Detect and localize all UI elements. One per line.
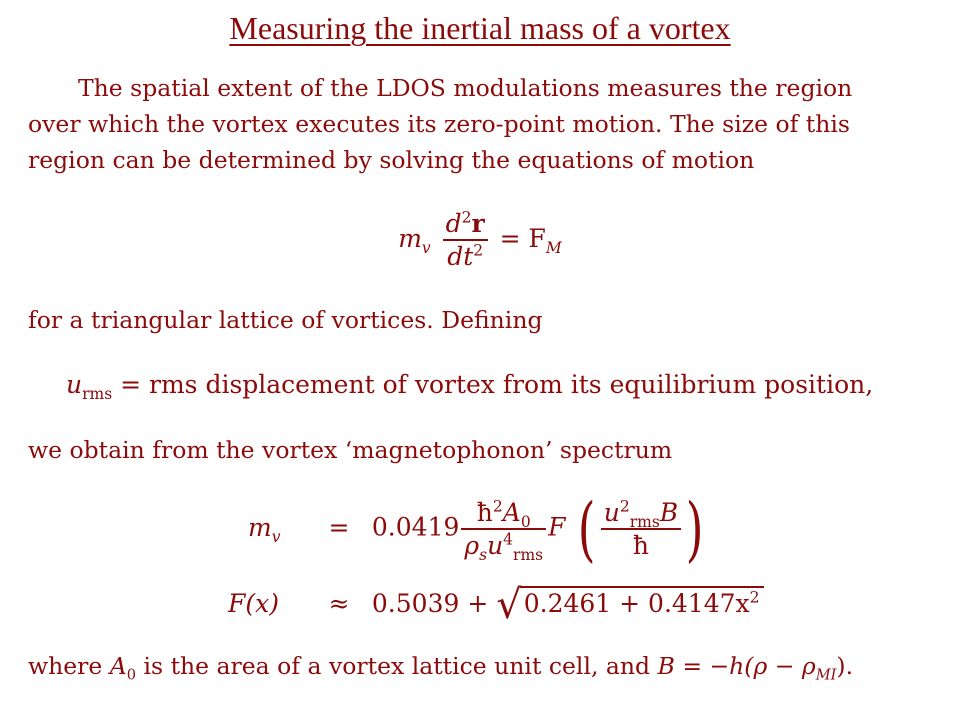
eq2-relation: = — [328, 512, 350, 542]
eq2-inner-u-sub: rms — [629, 512, 660, 531]
eq2-hbar: ħ — [476, 497, 493, 527]
intro-line-2: over which the vortex executes its zero-point motion. The size of this — [28, 110, 850, 138]
spectrum-text: we obtain from the vortex ‘magnetophonon’ spectrum — [28, 436, 673, 464]
closing-end: ). — [836, 652, 854, 680]
eq2-left-paren: ( — [578, 488, 596, 570]
closing-A-sub: 0 — [126, 666, 137, 684]
eq1-num-d: d — [445, 209, 462, 238]
eq2-rho-sub: s — [479, 546, 488, 564]
eq2-u-sup: 4 — [503, 530, 514, 549]
eq3-relation: ≈ — [328, 589, 350, 618]
eq2-lhs-sub: v — [271, 527, 281, 546]
eq2-numerator — [461, 497, 546, 530]
lattice-text: for a triangular lattice of vortices. Defining — [28, 306, 543, 334]
eq2-u-sub: rms — [513, 546, 544, 564]
mass-equation — [248, 488, 708, 570]
eq1-den-dt: dt — [447, 242, 474, 272]
eq1-mass-subscript: v — [421, 238, 431, 257]
slide-title: Measuring the inertial mass of a vortex — [229, 10, 731, 46]
eq1-rhs-subscript: M — [545, 238, 562, 257]
closing-A: A — [109, 652, 127, 680]
eq3-constant: 0.5039 + — [371, 589, 489, 618]
eq2-lhs-m: m — [248, 512, 272, 542]
eq1-den-sup: 2 — [473, 241, 484, 260]
eq2-inner-u-sup: 2 — [619, 497, 630, 516]
equation-of-motion — [0, 208, 960, 273]
closing-middle: is the area of a vortex lattice unit cell, and — [143, 652, 651, 680]
eq2-rho: ρ — [464, 531, 480, 560]
urms-subscript: rms — [82, 385, 113, 403]
eq3-radicand — [520, 586, 764, 618]
eq1-numerator — [443, 208, 488, 241]
closing-where: where — [28, 652, 103, 680]
eq1-num-vector: r — [471, 209, 485, 238]
eq2-inner-B: B — [659, 497, 679, 527]
eq2-denominator — [461, 530, 546, 564]
eq2-function-F: F — [548, 512, 566, 542]
eq2-A: A — [502, 497, 521, 527]
eq2-u: u — [487, 531, 504, 560]
eq2-inner-fraction — [601, 497, 681, 562]
eq2-hbar-sup: 2 — [492, 497, 503, 516]
eq3-radicand-sup: 2 — [749, 588, 760, 607]
closing-B-sub: MI — [815, 666, 837, 684]
sqrt-icon: √ — [496, 582, 522, 628]
intro-line-1: The spatial extent of the LDOS modulations measures the region — [78, 74, 853, 102]
intro-paragraph — [28, 70, 938, 178]
eq1-num-sup: 2 — [461, 208, 472, 227]
eq2-A-sub: 0 — [520, 512, 531, 531]
eq1-fraction — [443, 208, 488, 273]
eq3-lhs: F(x) — [228, 589, 279, 618]
closing-paragraph — [28, 648, 948, 684]
eq2-inner-denominator: ħ — [632, 531, 649, 560]
urms-definition-text: = rms displacement of vortex from its equilibrium position, — [120, 370, 874, 399]
eq2-coefficient: 0.0419 — [371, 512, 460, 542]
eq2-lhs — [248, 512, 306, 546]
eq1-mass-symbol: m — [398, 223, 422, 253]
intro-line-3: region can be determined by solving the equations of motion — [28, 146, 755, 174]
eq2-inner-u: u — [603, 497, 620, 527]
eq2-main-fraction — [461, 497, 546, 562]
eq2-right-paren: ) — [685, 488, 704, 570]
closing-B-expression: B = −h(ρ − ρ — [657, 652, 816, 680]
F-approximation-equation — [228, 582, 764, 628]
eq3-radicand-text: 0.2461 + 0.4147x — [523, 589, 750, 618]
eq1-rhs: = F — [499, 223, 546, 253]
eq1-denominator — [443, 241, 488, 272]
urms-symbol: u — [66, 370, 83, 399]
eq2-inner-numerator — [601, 497, 681, 530]
urms-definition — [66, 370, 874, 403]
